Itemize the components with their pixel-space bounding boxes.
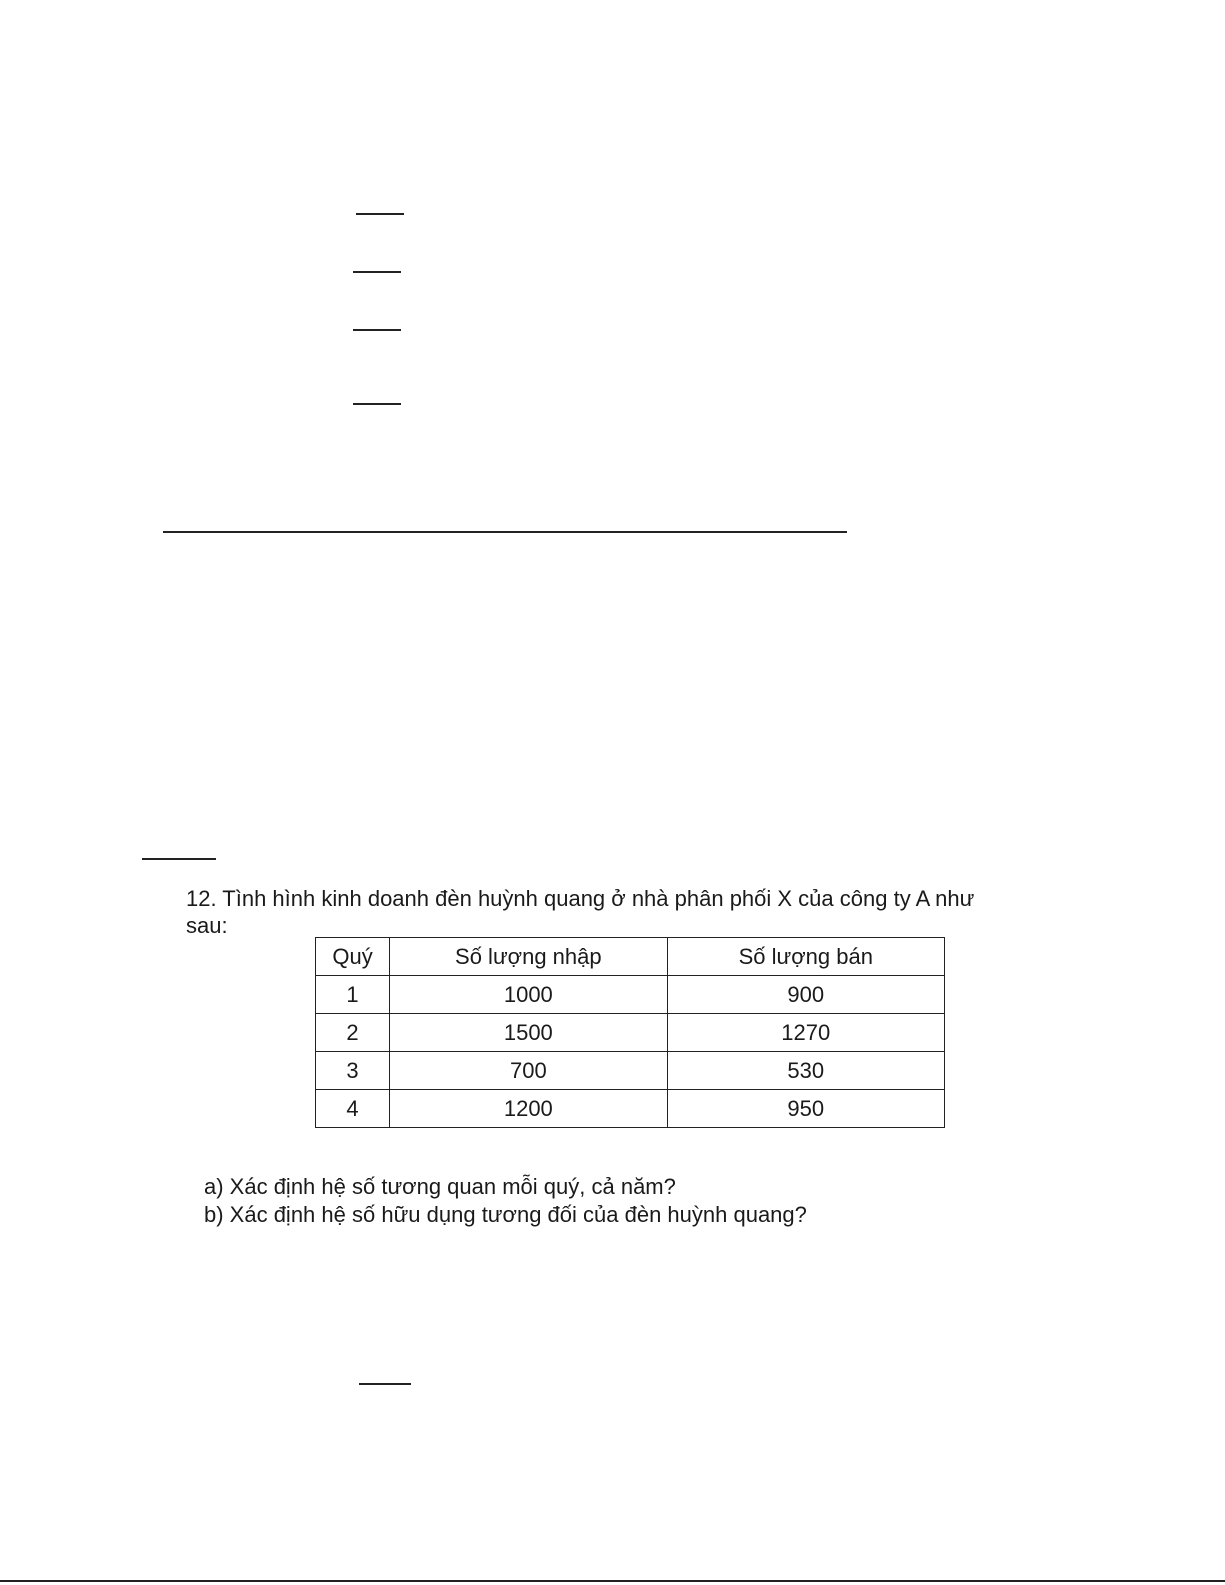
- cell-quarter: 2: [316, 1014, 390, 1052]
- table-row: [316, 1052, 945, 1090]
- question-text-line1: 12. Tình hình kinh doanh đèn huỳnh quang ở nhà phân phối X của công ty A như: [186, 886, 975, 911]
- blank-line: [359, 1383, 411, 1385]
- short-rule: [142, 858, 216, 860]
- question-text-line2: sau:: [186, 913, 228, 938]
- cell-import-qty: 1000: [390, 976, 667, 1014]
- subquestion-a: a) Xác định hệ số tương quan mỗi quý, cả năm?: [204, 1174, 676, 1199]
- cell-quarter: 4: [316, 1090, 390, 1128]
- page-bottom-rule: [0, 1580, 1225, 1582]
- cell-quarter: 3: [316, 1052, 390, 1090]
- cell-quarter: 1: [316, 976, 390, 1014]
- cell-sales-qty: 900: [667, 976, 944, 1014]
- cell-sales-qty: 1270: [667, 1014, 944, 1052]
- header-sales-qty: Số lượng bán: [667, 938, 944, 976]
- cell-import-qty: 1500: [390, 1014, 667, 1052]
- header-import-qty: Số lượng nhập: [390, 938, 667, 976]
- blank-line: [356, 213, 404, 215]
- cell-import-qty: 1200: [390, 1090, 667, 1128]
- blank-line: [353, 403, 401, 405]
- cell-sales-qty: 950: [667, 1090, 944, 1128]
- cell-import-qty: 700: [390, 1052, 667, 1090]
- long-rule: [163, 531, 847, 533]
- table-header-row: [316, 938, 945, 976]
- subquestion-b: b) Xác định hệ số hữu dụng tương đối của đèn huỳnh quang?: [204, 1202, 807, 1227]
- table-row: [316, 976, 945, 1014]
- table-row: [316, 1090, 945, 1128]
- blank-line: [353, 329, 401, 331]
- table-row: [316, 1014, 945, 1052]
- blank-line: [353, 271, 401, 273]
- header-quarter: Quý: [316, 938, 390, 976]
- cell-sales-qty: 530: [667, 1052, 944, 1090]
- sales-table: [315, 937, 945, 1128]
